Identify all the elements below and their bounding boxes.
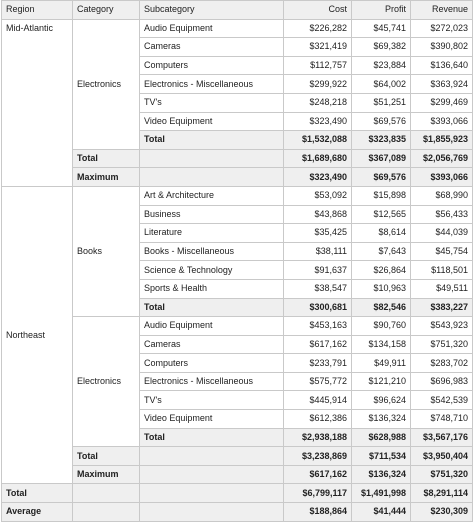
subcategory-cell[interactable]: Cameras (140, 38, 284, 57)
cost-cell: $445,914 (284, 391, 352, 410)
subcategory-cell[interactable]: Science & Technology (140, 261, 284, 280)
maximum-label: Maximum (73, 465, 140, 484)
profit-cell: $41,444 (352, 503, 411, 522)
profit-cell: $26,864 (352, 261, 411, 280)
category-cell[interactable]: Electronics (73, 317, 140, 447)
category-cell[interactable]: Electronics (73, 19, 140, 149)
pivot-grid (1, 0, 473, 522)
grand-total-row (2, 484, 473, 503)
revenue-cell: $363,924 (411, 75, 473, 94)
profit-cell: $96,624 (352, 391, 411, 410)
profit-cell: $136,324 (352, 410, 411, 429)
subcategory-cell[interactable]: Electronics - Miscellaneous (140, 372, 284, 391)
header-subcategory[interactable]: Subcategory (140, 1, 284, 20)
profit-cell: $323,835 (352, 131, 411, 150)
revenue-cell: $542,539 (411, 391, 473, 410)
cost-cell: $323,490 (284, 168, 352, 187)
region-cell[interactable]: Northeast (2, 186, 73, 484)
cost-cell: $53,092 (284, 186, 352, 205)
table-row (2, 186, 473, 205)
table-row (2, 317, 473, 336)
revenue-cell: $751,320 (411, 335, 473, 354)
cost-cell: $38,111 (284, 242, 352, 261)
revenue-cell: $383,227 (411, 298, 473, 317)
subcategory-cell[interactable]: Business (140, 205, 284, 224)
revenue-cell: $1,855,923 (411, 131, 473, 150)
cost-cell: $43,868 (284, 205, 352, 224)
cost-cell: $2,938,188 (284, 428, 352, 447)
revenue-cell: $393,066 (411, 112, 473, 131)
header-revenue[interactable]: Revenue (411, 1, 473, 20)
revenue-cell: $49,511 (411, 279, 473, 298)
revenue-cell: $136,640 (411, 56, 473, 75)
blank-cell (140, 447, 284, 466)
profit-cell: $49,911 (352, 354, 411, 373)
subcategory-cell[interactable]: Computers (140, 56, 284, 75)
profit-cell: $136,324 (352, 465, 411, 484)
revenue-cell: $543,923 (411, 317, 473, 336)
total-label: Total (73, 149, 140, 168)
profit-cell: $12,565 (352, 205, 411, 224)
grid-body (2, 19, 473, 521)
revenue-cell: $299,469 (411, 93, 473, 112)
profit-cell: $23,884 (352, 56, 411, 75)
category-total-label: Total (140, 298, 284, 317)
profit-cell: $10,963 (352, 279, 411, 298)
revenue-cell: $3,567,176 (411, 428, 473, 447)
profit-cell: $69,576 (352, 168, 411, 187)
revenue-cell: $230,309 (411, 503, 473, 522)
total-label: Total (73, 447, 140, 466)
region-maximum-row (2, 465, 473, 484)
profit-cell: $15,898 (352, 186, 411, 205)
profit-cell: $628,988 (352, 428, 411, 447)
subcategory-cell[interactable]: Art & Architecture (140, 186, 284, 205)
average-row (2, 503, 473, 522)
profit-cell: $64,002 (352, 75, 411, 94)
cost-cell: $226,282 (284, 19, 352, 38)
region-total-row (2, 149, 473, 168)
cost-cell: $35,425 (284, 224, 352, 243)
cost-cell: $248,218 (284, 93, 352, 112)
cost-cell: $575,772 (284, 372, 352, 391)
revenue-cell: $751,320 (411, 465, 473, 484)
revenue-cell: $272,023 (411, 19, 473, 38)
subcategory-cell[interactable]: Audio Equipment (140, 317, 284, 336)
category-cell[interactable]: Books (73, 186, 140, 316)
cost-cell: $323,490 (284, 112, 352, 131)
region-cell[interactable]: Mid-Atlantic (2, 19, 73, 186)
profit-cell: $711,534 (352, 447, 411, 466)
profit-cell: $45,741 (352, 19, 411, 38)
cost-cell: $1,532,088 (284, 131, 352, 150)
average-label: Average (2, 503, 73, 522)
blank-cell (73, 503, 140, 522)
category-total-label: Total (140, 131, 284, 150)
profit-cell: $134,158 (352, 335, 411, 354)
revenue-cell: $2,056,769 (411, 149, 473, 168)
blank-cell (140, 149, 284, 168)
revenue-cell: $118,501 (411, 261, 473, 280)
subcategory-cell[interactable]: TV's (140, 391, 284, 410)
region-maximum-row (2, 168, 473, 187)
profit-cell: $69,576 (352, 112, 411, 131)
profit-cell: $69,382 (352, 38, 411, 57)
cost-cell: $617,162 (284, 335, 352, 354)
subcategory-cell[interactable]: Sports & Health (140, 279, 284, 298)
header-region[interactable]: Region (2, 1, 73, 20)
profit-cell: $51,251 (352, 93, 411, 112)
cost-cell: $112,757 (284, 56, 352, 75)
table-row (2, 19, 473, 38)
region-total-row (2, 447, 473, 466)
revenue-cell: $68,990 (411, 186, 473, 205)
cost-cell: $300,681 (284, 298, 352, 317)
profit-cell: $90,760 (352, 317, 411, 336)
cost-cell: $188,864 (284, 503, 352, 522)
total-label: Total (2, 484, 73, 503)
header-row (2, 1, 473, 20)
cost-cell: $321,419 (284, 38, 352, 57)
cost-cell: $453,163 (284, 317, 352, 336)
blank-cell (140, 168, 284, 187)
cost-cell: $1,689,680 (284, 149, 352, 168)
subcategory-cell[interactable]: TV's (140, 93, 284, 112)
cost-cell: $612,386 (284, 410, 352, 429)
subcategory-cell[interactable]: Cameras (140, 335, 284, 354)
maximum-label: Maximum (73, 168, 140, 187)
revenue-cell: $393,066 (411, 168, 473, 187)
cost-cell: $6,799,117 (284, 484, 352, 503)
cost-cell: $617,162 (284, 465, 352, 484)
cost-cell: $91,637 (284, 261, 352, 280)
revenue-cell: $44,039 (411, 224, 473, 243)
subcategory-cell[interactable]: Electronics - Miscellaneous (140, 75, 284, 94)
subcategory-cell[interactable]: Video Equipment (140, 410, 284, 429)
blank-cell (140, 465, 284, 484)
profit-cell: $8,614 (352, 224, 411, 243)
revenue-cell: $283,702 (411, 354, 473, 373)
revenue-cell: $748,710 (411, 410, 473, 429)
revenue-cell: $390,802 (411, 38, 473, 57)
cost-cell: $38,547 (284, 279, 352, 298)
profit-cell: $1,491,998 (352, 484, 411, 503)
revenue-cell: $8,291,114 (411, 484, 473, 503)
revenue-cell: $3,950,404 (411, 447, 473, 466)
revenue-cell: $696,983 (411, 372, 473, 391)
blank-cell (73, 484, 140, 503)
profit-cell: $82,546 (352, 298, 411, 317)
profit-cell: $7,643 (352, 242, 411, 261)
profit-cell: $367,089 (352, 149, 411, 168)
cost-cell: $3,238,869 (284, 447, 352, 466)
subcategory-cell[interactable]: Literature (140, 224, 284, 243)
subcategory-cell[interactable]: Books - Miscellaneous (140, 242, 284, 261)
subcategory-cell[interactable]: Computers (140, 354, 284, 373)
blank-cell (140, 484, 284, 503)
subcategory-cell[interactable]: Audio Equipment (140, 19, 284, 38)
profit-cell: $121,210 (352, 372, 411, 391)
header-category[interactable]: Category (73, 1, 140, 20)
blank-cell (140, 503, 284, 522)
subcategory-cell[interactable]: Video Equipment (140, 112, 284, 131)
cost-cell: $299,922 (284, 75, 352, 94)
revenue-cell: $45,754 (411, 242, 473, 261)
category-total-label: Total (140, 428, 284, 447)
header-profit[interactable]: Profit (352, 1, 411, 20)
cost-cell: $233,791 (284, 354, 352, 373)
revenue-cell: $56,433 (411, 205, 473, 224)
header-cost[interactable]: Cost (284, 1, 352, 20)
